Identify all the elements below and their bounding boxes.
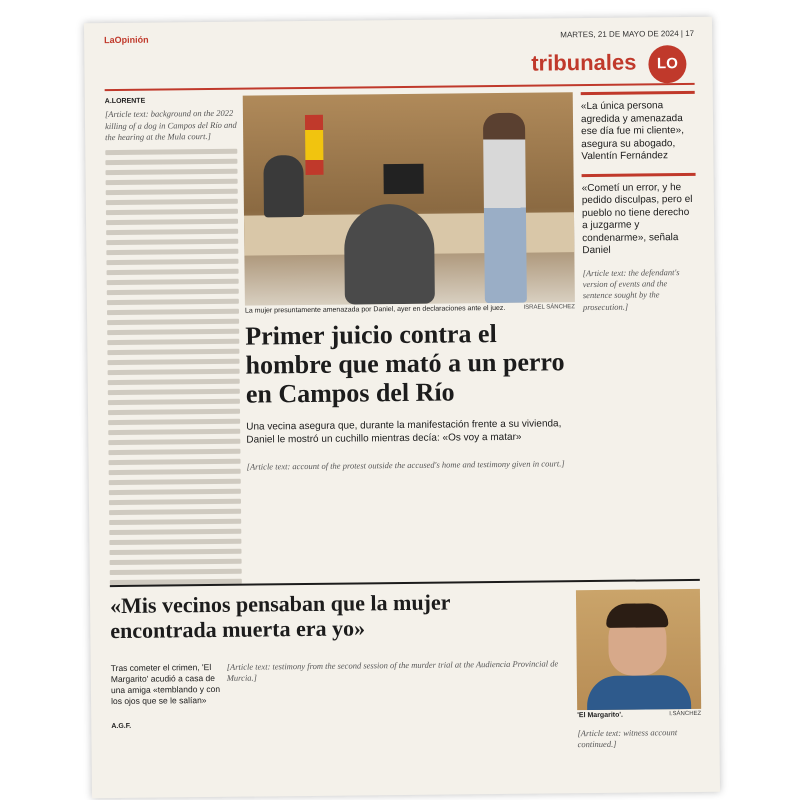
story2-headline: «Mis vecinos pensaban que la mujer encontrada muerta era yo» xyxy=(109,589,451,644)
newspaper-logo-icon: LO xyxy=(648,45,686,83)
story1-right-body: [Article text: the defendant's version of events and the sentence sought by the prosecution.] xyxy=(582,266,680,313)
story2-photo-caption xyxy=(577,711,701,719)
jacket-shape xyxy=(587,675,691,710)
defendant-figure xyxy=(344,204,435,305)
story1-main-body: [Article text: account of the protest outside the accused's home and testimony given in court.] xyxy=(246,458,565,472)
story1-byline: A.LORENTE xyxy=(104,97,146,106)
story1-left-text-lines xyxy=(105,149,242,585)
monitor-shape xyxy=(383,164,423,194)
story2-byline: A.G.F. xyxy=(111,722,132,731)
courtroom-photo xyxy=(243,92,575,305)
pull-quote-1: «La única persona agredida y amenazada ese día fue mi cliente», asegura su abogado, Valentín Fernández xyxy=(581,91,696,164)
story2-caption-text: 'El Margarito'. xyxy=(577,711,624,720)
story1-headline: Primer juicio contra el hombre que mató a un perro en Campos del Río xyxy=(245,319,565,409)
story2-right-body: [Article text: witness account continued.] xyxy=(577,727,678,750)
story2-body: [Article text: testimony from the second session of the murder trial at the Audiencia Provincial de Murcia.] xyxy=(226,658,559,684)
newspaper-page xyxy=(84,17,720,799)
masthead-rule xyxy=(105,83,695,91)
story2-deck: Tras cometer el crimen, 'El Margarito' acudió a casa de una amiga «temblando y con los ojos que se le salían» xyxy=(110,662,221,707)
hair-shape xyxy=(606,603,668,628)
story1-left-column xyxy=(105,96,242,590)
story1-left-body: [Article text: background on the 2022 killing of a dog in Campos del Río and the hearing at the Mula court.] xyxy=(104,108,237,143)
pull-quote-2: «Cometí un error, y he pedido disculpas, pero el pueblo no tiene derecho a juzgarme y condenarme», señala Daniel xyxy=(582,172,697,257)
section-title: tribunales xyxy=(531,49,637,76)
story1-deck: Una vecina asegura que, durante la manifestación frente a su vivienda, Daniel le mostró un cuchillo mientras decía: «Os voy a matar» xyxy=(246,418,562,446)
newspaper-brand: LaOpinión xyxy=(104,34,149,46)
story1-photo-credit: ISRAEL SÁNCHEZ xyxy=(523,304,575,311)
flag-shape xyxy=(305,115,324,175)
story1-photo-caption xyxy=(245,304,575,314)
story1-caption-text: La mujer presuntamente amenazada por Daniel, ayer en declaraciones ante el juez. xyxy=(244,304,506,315)
dateline: MARTES, 21 DE MAYO DE 2024 | 17 xyxy=(560,28,695,40)
story1-right-column xyxy=(581,91,697,320)
witness-figure xyxy=(483,113,527,303)
masthead xyxy=(104,27,695,93)
portrait-photo xyxy=(576,589,701,710)
judge-figure xyxy=(263,155,304,217)
story2-photo-credit: I.SÁNCHEZ xyxy=(669,710,702,718)
